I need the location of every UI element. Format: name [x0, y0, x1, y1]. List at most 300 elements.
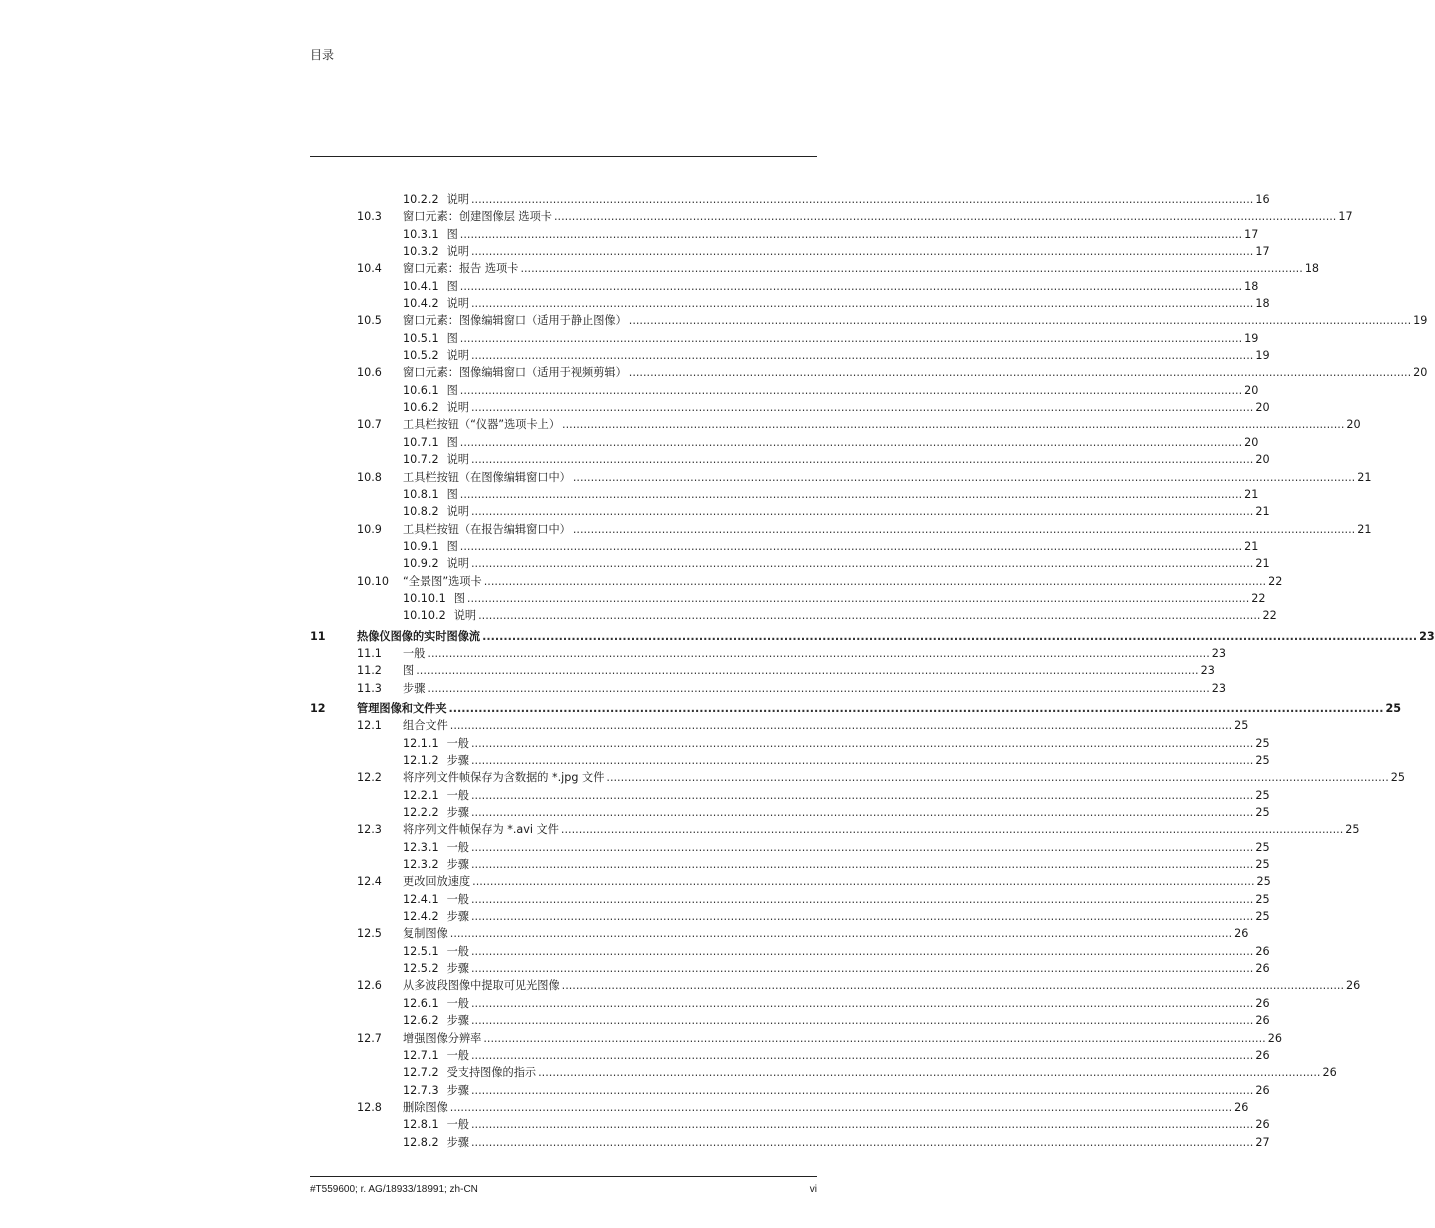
toc-entry[interactable]	[310, 521, 1372, 538]
toc-entry[interactable]	[310, 1082, 1270, 1099]
toc-entry-title: 一般	[446, 892, 469, 906]
toc-entry-page: 26	[1346, 979, 1361, 993]
toc-entry-number: 12.8	[357, 1100, 382, 1114]
toc-entry[interactable]	[310, 226, 1259, 243]
toc-entry-leader	[403, 769, 1406, 786]
toc-entry-title: 组合文件	[403, 719, 448, 733]
toc-entry-leader	[403, 607, 1277, 624]
toc-entry-title: 一般	[403, 646, 426, 660]
toc-entry-leader	[403, 977, 1361, 994]
toc-entry[interactable]	[310, 1012, 1270, 1029]
toc-entry[interactable]	[310, 573, 1283, 590]
toc-entry-page: 21	[1244, 487, 1259, 501]
toc-entry-page: 22	[1251, 591, 1266, 605]
toc-entry[interactable]	[310, 752, 1270, 769]
page-header-title: 目录	[310, 48, 335, 62]
toc-entry-leader	[403, 1012, 1270, 1029]
toc-dot-leader: ............................................................................................................................................................................................................................	[572, 522, 1356, 536]
toc-entry-number: 11.2	[357, 664, 382, 678]
toc-entry-number: 12.6.2	[403, 1014, 439, 1028]
toc-entry-number: 12.7.2	[403, 1066, 439, 1080]
toc-entry-number: 10.2.2	[403, 193, 439, 206]
toc-entry[interactable]	[310, 873, 1271, 890]
toc-entry[interactable]	[310, 1134, 1270, 1151]
toc-dot-leader: ............................................................................................................................................................................................................................	[538, 1066, 1321, 1080]
toc-entry-leader	[403, 891, 1270, 908]
toc-dot-leader: ............................................................................................................................................................................................................................	[470, 944, 1254, 958]
toc-entry-leader	[403, 208, 1353, 225]
toc-dot-leader: ............................................................................................................................................................................................................................	[483, 1031, 1266, 1045]
toc-entry-title: 说明	[446, 193, 469, 206]
toc-entry[interactable]	[310, 908, 1270, 925]
toc-entry-title: 将序列文件帧保存为 *.avi 文件	[403, 823, 559, 837]
toc-entry-title: 一般	[446, 788, 469, 802]
toc-entry-leader	[403, 908, 1270, 925]
toc-entry[interactable]	[310, 295, 1270, 312]
toc-dot-leader: ............................................................................................................................................................................................................................	[470, 505, 1254, 519]
toc-entry-page: 26	[1267, 1031, 1282, 1045]
toc-entry-page: 22	[1262, 609, 1277, 623]
toc-entry-title: 步骤	[446, 1135, 469, 1149]
toc-entry-page: 26	[1322, 1066, 1337, 1080]
toc-entry-leader	[403, 717, 1249, 734]
toc-entry[interactable]	[310, 787, 1270, 804]
toc-entry-title: 说明	[446, 245, 469, 259]
toc-entry-page: 16	[1255, 193, 1270, 206]
toc-entry-title: 窗口元素：报告 选项卡	[403, 262, 519, 276]
toc-entry-page: 17	[1338, 210, 1353, 224]
toc-entry-leader	[403, 503, 1270, 520]
toc-entry-title: 一般	[446, 1118, 469, 1132]
toc-entry[interactable]	[310, 977, 1361, 994]
toc-dot-leader: ............................................................................................................................................................................................................................	[470, 1048, 1254, 1062]
toc-dot-leader: ............................................................................................................................................................................................................................	[470, 557, 1254, 571]
toc-entry-leader	[403, 645, 1227, 662]
toc-dot-leader: ............................................................................................................................................................................................................................	[416, 664, 1199, 678]
toc-dot-leader: ............................................................................................................................................................................................................................	[606, 771, 1389, 785]
toc-dot-leader: ............................................................................................................................................................................................................................	[470, 297, 1254, 311]
toc-entry-number: 12.2.2	[403, 806, 439, 820]
toc-entry-page: 17	[1255, 245, 1270, 259]
toc-entry-title: 窗口元素：图像编辑窗口（适用于视频剪辑）	[403, 366, 627, 380]
toc-entry-page: 20	[1346, 418, 1361, 432]
toc-entry-leader	[403, 839, 1270, 856]
toc-entry[interactable]	[310, 839, 1270, 856]
toc-entry-page: 20	[1244, 383, 1259, 397]
toc-entry[interactable]	[310, 451, 1270, 468]
toc-entry-leader	[403, 538, 1259, 555]
toc-entry-number: 12.7	[357, 1031, 382, 1045]
toc-entry[interactable]	[310, 1047, 1270, 1064]
toc-entry-page: 25	[1255, 840, 1270, 854]
toc-dot-leader: ............................................................................................................................................................................................................................	[466, 591, 1250, 605]
toc-dot-leader: ............................................................................................................................................................................................................................	[482, 629, 1418, 643]
toc-entry-leader	[403, 226, 1259, 243]
toc-entry-page: 25	[1390, 771, 1406, 785]
toc-entry[interactable]	[310, 312, 1428, 329]
toc-entry[interactable]	[310, 645, 1227, 662]
toc-entry[interactable]	[310, 607, 1277, 624]
toc-entry-title: 图	[446, 383, 458, 397]
toc-entry[interactable]	[310, 278, 1259, 295]
toc-entry[interactable]	[310, 821, 1360, 838]
toc-entry-page: 23	[1211, 646, 1227, 660]
toc-entry-leader	[403, 787, 1270, 804]
toc-entry[interactable]	[310, 960, 1270, 977]
toc-entry-number: 10.8.1	[403, 487, 439, 501]
toc-entry-title: 管理图像和文件夹	[357, 701, 447, 715]
toc-dot-leader: ............................................................................................................................................................................................................................	[459, 227, 1243, 241]
toc-entry-title: 说明	[446, 401, 469, 415]
toc-entry-page: 19	[1244, 331, 1259, 345]
toc-dot-leader: ............................................................................................................................................................................................................................	[472, 875, 1255, 889]
toc-entry-page: 25	[1256, 875, 1271, 889]
toc-entry-number: 10.10.1	[403, 591, 446, 605]
toc-entry-leader	[403, 191, 1270, 208]
toc-entry-page: 20	[1244, 435, 1259, 449]
toc-entry-title: 说明	[446, 349, 469, 363]
toc-entry-leader	[403, 312, 1428, 329]
toc-entry-number: 12.1	[357, 719, 382, 733]
toc-entry-page: 21	[1357, 470, 1372, 484]
toc-entry[interactable]	[310, 662, 1215, 679]
toc-entry-number: 12.4.1	[403, 892, 439, 906]
toc-entry-title: 图	[446, 331, 458, 345]
toc-entry-number: 12.3.1	[403, 840, 439, 854]
toc-entry[interactable]	[310, 260, 1320, 277]
toc-entry-title: 说明	[446, 297, 469, 311]
toc-entry[interactable]	[310, 364, 1428, 381]
toc-dot-leader: ............................................................................................................................................................................................................................	[449, 1100, 1233, 1114]
toc-entry-leader	[403, 486, 1259, 503]
toc-entry-title: 步骤	[403, 681, 426, 695]
toc-dot-leader: ............................................................................................................................................................................................................................	[554, 210, 1337, 224]
toc-entry[interactable]	[310, 486, 1259, 503]
toc-dot-leader: ............................................................................................................................................................................................................................	[459, 539, 1243, 553]
toc-entry[interactable]	[310, 1099, 1249, 1116]
toc-entry-leader	[357, 628, 1435, 645]
toc-dot-leader: ............................................................................................................................................................................................................................	[470, 736, 1254, 750]
toc-entry[interactable]	[310, 382, 1259, 399]
toc-entry[interactable]	[310, 1030, 1282, 1047]
toc-entry-title: 说明	[446, 505, 469, 519]
toc-entry-number: 10.4	[357, 262, 382, 276]
toc-entry-number: 11.1	[357, 646, 382, 660]
toc-entry-leader	[403, 680, 1227, 697]
toc-entry-title: 说明	[446, 453, 469, 467]
toc-entry-number: 12.8.2	[403, 1135, 439, 1149]
toc-entry[interactable]	[310, 434, 1259, 451]
toc-entry-title: 步骤	[446, 806, 469, 820]
toc-entry-title: 热像仪图像的实时图像流	[357, 629, 481, 643]
toc-entry-leader	[403, 995, 1270, 1012]
toc-entry-title: 一般	[446, 944, 469, 958]
toc-entry-leader	[403, 1134, 1270, 1151]
toc-dot-leader: ............................................................................................................................................................................................................................	[459, 383, 1243, 397]
toc-entry-title: 图	[446, 487, 458, 501]
toc-entry-title: 图	[446, 539, 458, 553]
toc-entry-page: 19	[1413, 314, 1428, 328]
toc-entry-number: 12.8.1	[403, 1118, 439, 1132]
toc-dot-leader: ............................................................................................................................................................................................................................	[470, 349, 1254, 363]
toc-entry-title: 步骤	[446, 910, 469, 924]
toc-entry-title: 图	[446, 279, 458, 293]
toc-entry-leader	[403, 330, 1259, 347]
toc-entry-leader	[403, 662, 1215, 679]
toc-entry-number: 10.6.2	[403, 401, 439, 415]
toc-entry-leader	[403, 752, 1270, 769]
toc-entry-number: 10.8	[357, 470, 382, 484]
toc-entry-leader	[403, 856, 1270, 873]
toc-entry-title: 图	[403, 664, 415, 678]
toc-entry-leader	[403, 1030, 1282, 1047]
toc-entry-number: 10.3	[357, 210, 382, 224]
toc-entry-leader	[403, 364, 1428, 381]
toc-entry-number: 12.6	[357, 979, 382, 993]
toc-dot-leader: ............................................................................................................................................................................................................................	[459, 487, 1243, 501]
toc-entry[interactable]	[310, 1116, 1270, 1133]
toc-entry-page: 25	[1255, 788, 1270, 802]
toc-entry-number: 10.10.2	[403, 609, 446, 623]
toc-entry-number: 12.3.2	[403, 858, 439, 872]
toc-entry-leader	[403, 416, 1361, 433]
toc-entry-leader	[403, 573, 1283, 590]
toc-entry-page: 26	[1255, 1118, 1270, 1132]
toc-entry-title: 复制图像	[403, 927, 448, 941]
toc-entry[interactable]	[310, 243, 1270, 260]
toc-entry-number: 10.9	[357, 522, 382, 536]
toc-entry-number: 10.7.1	[403, 435, 439, 449]
toc-entry-leader	[403, 469, 1372, 486]
toc-entry-leader	[403, 295, 1270, 312]
toc-entry-number: 10.9.2	[403, 557, 439, 571]
toc-dot-leader: ............................................................................................................................................................................................................................	[561, 979, 1345, 993]
toc-entry-title: 步骤	[446, 1083, 469, 1097]
toc-entry-page: 26	[1255, 1083, 1270, 1097]
toc-entry-title: 工具栏按钮（在图像编辑窗口中）	[403, 470, 571, 484]
toc-dot-leader: ............................................................................................................................................................................................................................	[562, 418, 1345, 432]
toc-dot-leader: ............................................................................................................................................................................................................................	[459, 435, 1243, 449]
toc-entry-number: 10.5.2	[403, 349, 439, 363]
toc-entry[interactable]	[310, 680, 1227, 697]
toc-dot-leader: ............................................................................................................................................................................................................................	[448, 701, 1384, 715]
toc-entry-leader	[403, 1082, 1270, 1099]
toc-dot-leader: ............................................................................................................................................................................................................................	[427, 681, 1210, 695]
toc-entry-leader	[403, 278, 1259, 295]
toc-entry-number: 12.2	[357, 771, 382, 785]
toc-dot-leader: ............................................................................................................................................................................................................................	[483, 574, 1267, 588]
toc-entry-leader	[403, 399, 1270, 416]
toc-entry-page: 18	[1244, 279, 1259, 293]
toc-entry-page: 25	[1255, 736, 1270, 750]
toc-entry-page: 23	[1200, 664, 1215, 678]
toc-entry-page: 26	[1255, 944, 1270, 958]
toc-entry-title: 窗口元素：创建图像层 选项卡	[403, 210, 552, 224]
toc-entry-title: 步骤	[446, 962, 469, 976]
toc-entry-page: 25	[1255, 806, 1270, 820]
toc-entry-title: 步骤	[446, 754, 469, 767]
toc-entry-page: 21	[1244, 539, 1259, 553]
toc-entry[interactable]	[310, 769, 1406, 786]
toc-entry-number: 10.6	[357, 366, 382, 380]
toc-entry[interactable]	[310, 399, 1270, 416]
toc-dot-leader: ............................................................................................................................................................................................................................	[470, 245, 1254, 259]
toc-entry-page: 18	[1255, 297, 1270, 311]
toc-entry[interactable]	[310, 330, 1259, 347]
toc-entry[interactable]	[310, 943, 1270, 960]
toc-entry[interactable]	[310, 628, 1435, 645]
toc-entry[interactable]	[310, 416, 1361, 433]
toc-entry-leader	[403, 347, 1270, 364]
toc-dot-leader: ............................................................................................................................................................................................................................	[449, 927, 1233, 941]
toc-entry-page: 25	[1345, 823, 1360, 837]
toc-entry-title: “全景图”选项卡	[403, 574, 482, 588]
toc-entry-page: 19	[1255, 349, 1270, 363]
toc-entry-number: 12.5	[357, 927, 382, 941]
toc-dot-leader: ............................................................................................................................................................................................................................	[470, 401, 1254, 415]
toc-dot-leader: ............................................................................................................................................................................................................................	[470, 892, 1254, 906]
toc-entry-page: 17	[1244, 227, 1259, 241]
toc-entry[interactable]	[310, 717, 1249, 734]
toc-entry-number: 12.4.2	[403, 910, 439, 924]
toc-entry[interactable]	[310, 925, 1249, 942]
toc-entry-title: 步骤	[446, 858, 469, 872]
toc-entry-leader	[403, 555, 1270, 572]
header-rule	[310, 156, 817, 157]
toc-entry[interactable]	[310, 191, 1270, 208]
toc-entry[interactable]	[310, 1064, 1337, 1081]
toc-entry[interactable]	[310, 503, 1270, 520]
toc-entry-title: 一般	[446, 840, 469, 854]
toc-entry[interactable]	[310, 735, 1270, 752]
toc-entry-leader	[403, 451, 1270, 468]
toc-entry-page: 25	[1234, 719, 1249, 733]
toc-entry-page: 26	[1255, 962, 1270, 976]
footer-document-id: #T559600; r. AG/18933/18991; zh-CN	[310, 1184, 478, 1195]
toc-entry-title: 一般	[446, 736, 469, 750]
table-of-contents	[310, 191, 1435, 1151]
toc-entry-title: 说明	[446, 557, 469, 571]
toc-entry-title: 步骤	[446, 1014, 469, 1028]
toc-entry-leader	[403, 1099, 1249, 1116]
toc-entry-page: 21	[1357, 522, 1372, 536]
toc-entry-leader	[403, 382, 1259, 399]
toc-entry-number: 10.10	[357, 574, 390, 588]
toc-entry[interactable]	[310, 555, 1270, 572]
toc-entry-number: 10.5.1	[403, 331, 439, 345]
toc-dot-leader: ............................................................................................................................................................................................................................	[427, 646, 1210, 660]
toc-entry-title: 删除图像	[403, 1100, 448, 1114]
toc-entry-leader	[403, 735, 1270, 752]
toc-entry[interactable]	[310, 347, 1270, 364]
toc-entry-leader	[403, 434, 1259, 451]
toc-dot-leader: ............................................................................................................................................................................................................................	[628, 366, 1412, 380]
toc-entry-number: 10.9.1	[403, 539, 439, 553]
toc-entry-number: 12.3	[357, 823, 382, 837]
toc-entry-title: 图	[446, 227, 458, 241]
toc-dot-leader: ............................................................................................................................................................................................................................	[470, 1118, 1254, 1132]
toc-entry-title: 增强图像分辨率	[403, 1031, 482, 1045]
toc-entry-leader	[357, 700, 1402, 717]
toc-entry[interactable]	[310, 995, 1270, 1012]
toc-entry-leader	[403, 804, 1270, 821]
toc-entry-number: 12.2.1	[403, 788, 439, 802]
toc-entry-leader	[403, 260, 1320, 277]
toc-entry-title: 图	[446, 435, 458, 449]
toc-entry-leader	[403, 590, 1266, 607]
toc-entry-title: 图	[453, 591, 465, 605]
toc-entry[interactable]	[310, 469, 1372, 486]
toc-entry-number: 10.4.2	[403, 297, 439, 311]
toc-entry-leader	[403, 960, 1270, 977]
toc-dot-leader: ............................................................................................................................................................................................................................	[520, 262, 1303, 276]
toc-dot-leader: ............................................................................................................................................................................................................................	[470, 1083, 1254, 1097]
toc-entry-number: 12.4	[357, 875, 382, 889]
toc-entry-page: 26	[1255, 1048, 1270, 1062]
toc-entry-title: 从多波段图像中提取可见光图像	[403, 979, 560, 993]
toc-entry-number: 12.7.3	[403, 1083, 439, 1097]
toc-dot-leader: ............................................................................................................................................................................................................................	[470, 910, 1254, 924]
toc-entry-number: 10.3.2	[403, 245, 439, 259]
toc-dot-leader: ............................................................................................................................................................................................................................	[478, 609, 1261, 623]
toc-entry-leader	[403, 1116, 1270, 1133]
toc-entry-number: 10.3.1	[403, 227, 439, 241]
toc-entry-number: 12.5.2	[403, 962, 439, 976]
toc-entry[interactable]	[310, 538, 1259, 555]
toc-dot-leader: ............................................................................................................................................................................................................................	[470, 788, 1254, 802]
toc-entry-page: 20	[1413, 366, 1428, 380]
toc-entry-leader	[403, 1064, 1337, 1081]
toc-entry[interactable]	[310, 700, 1402, 717]
toc-entry-title: 受支持图像的指示	[446, 1066, 537, 1080]
toc-entry-title: 将序列文件帧保存为含数据的 *.jpg 文件	[403, 771, 605, 785]
toc-entry-page: 18	[1304, 262, 1320, 276]
toc-dot-leader: ............................................................................................................................................................................................................................	[470, 962, 1254, 976]
toc-dot-leader: ............................................................................................................................................................................................................................	[628, 314, 1412, 328]
toc-entry-page: 26	[1234, 1100, 1249, 1114]
toc-dot-leader: ............................................................................................................................................................................................................................	[470, 996, 1254, 1010]
toc-entry-number: 12.1.2	[403, 754, 439, 767]
toc-entry[interactable]	[310, 590, 1266, 607]
toc-dot-leader: ............................................................................................................................................................................................................................	[459, 279, 1243, 293]
toc-dot-leader: ............................................................................................................................................................................................................................	[459, 331, 1243, 345]
toc-entry-title: 更改回放速度	[403, 875, 471, 889]
toc-entry-page: 20	[1255, 453, 1270, 467]
toc-dot-leader: ............................................................................................................................................................................................................................	[470, 193, 1254, 206]
toc-entry-leader	[403, 821, 1360, 838]
toc-entry-leader	[403, 521, 1372, 538]
toc-entry-number: 12.5.1	[403, 944, 439, 958]
toc-entry-page: 25	[1255, 754, 1270, 767]
toc-entry-title: 一般	[446, 996, 469, 1010]
toc-entry-page: 23	[1419, 629, 1435, 643]
toc-entry-leader	[403, 925, 1249, 942]
toc-entry-number: 12	[310, 701, 326, 715]
toc-entry-title: 一般	[446, 1048, 469, 1062]
toc-entry[interactable]	[310, 856, 1270, 873]
toc-entry-title: 工具栏按钮（“仪器”选项卡上）	[403, 418, 561, 432]
toc-entry-title: 说明	[453, 609, 477, 623]
toc-entry[interactable]	[310, 208, 1353, 225]
toc-entry-number: 11.3	[357, 681, 382, 695]
toc-dot-leader: ............................................................................................................................................................................................................................	[449, 719, 1233, 733]
toc-entry-page: 26	[1234, 927, 1249, 941]
toc-entry[interactable]	[310, 891, 1270, 908]
toc-entry-number: 10.7.2	[403, 453, 439, 467]
toc-entry-number: 12.7.1	[403, 1048, 439, 1062]
toc-entry[interactable]	[310, 804, 1270, 821]
toc-dot-leader: ............................................................................................................................................................................................................................	[470, 1014, 1254, 1028]
